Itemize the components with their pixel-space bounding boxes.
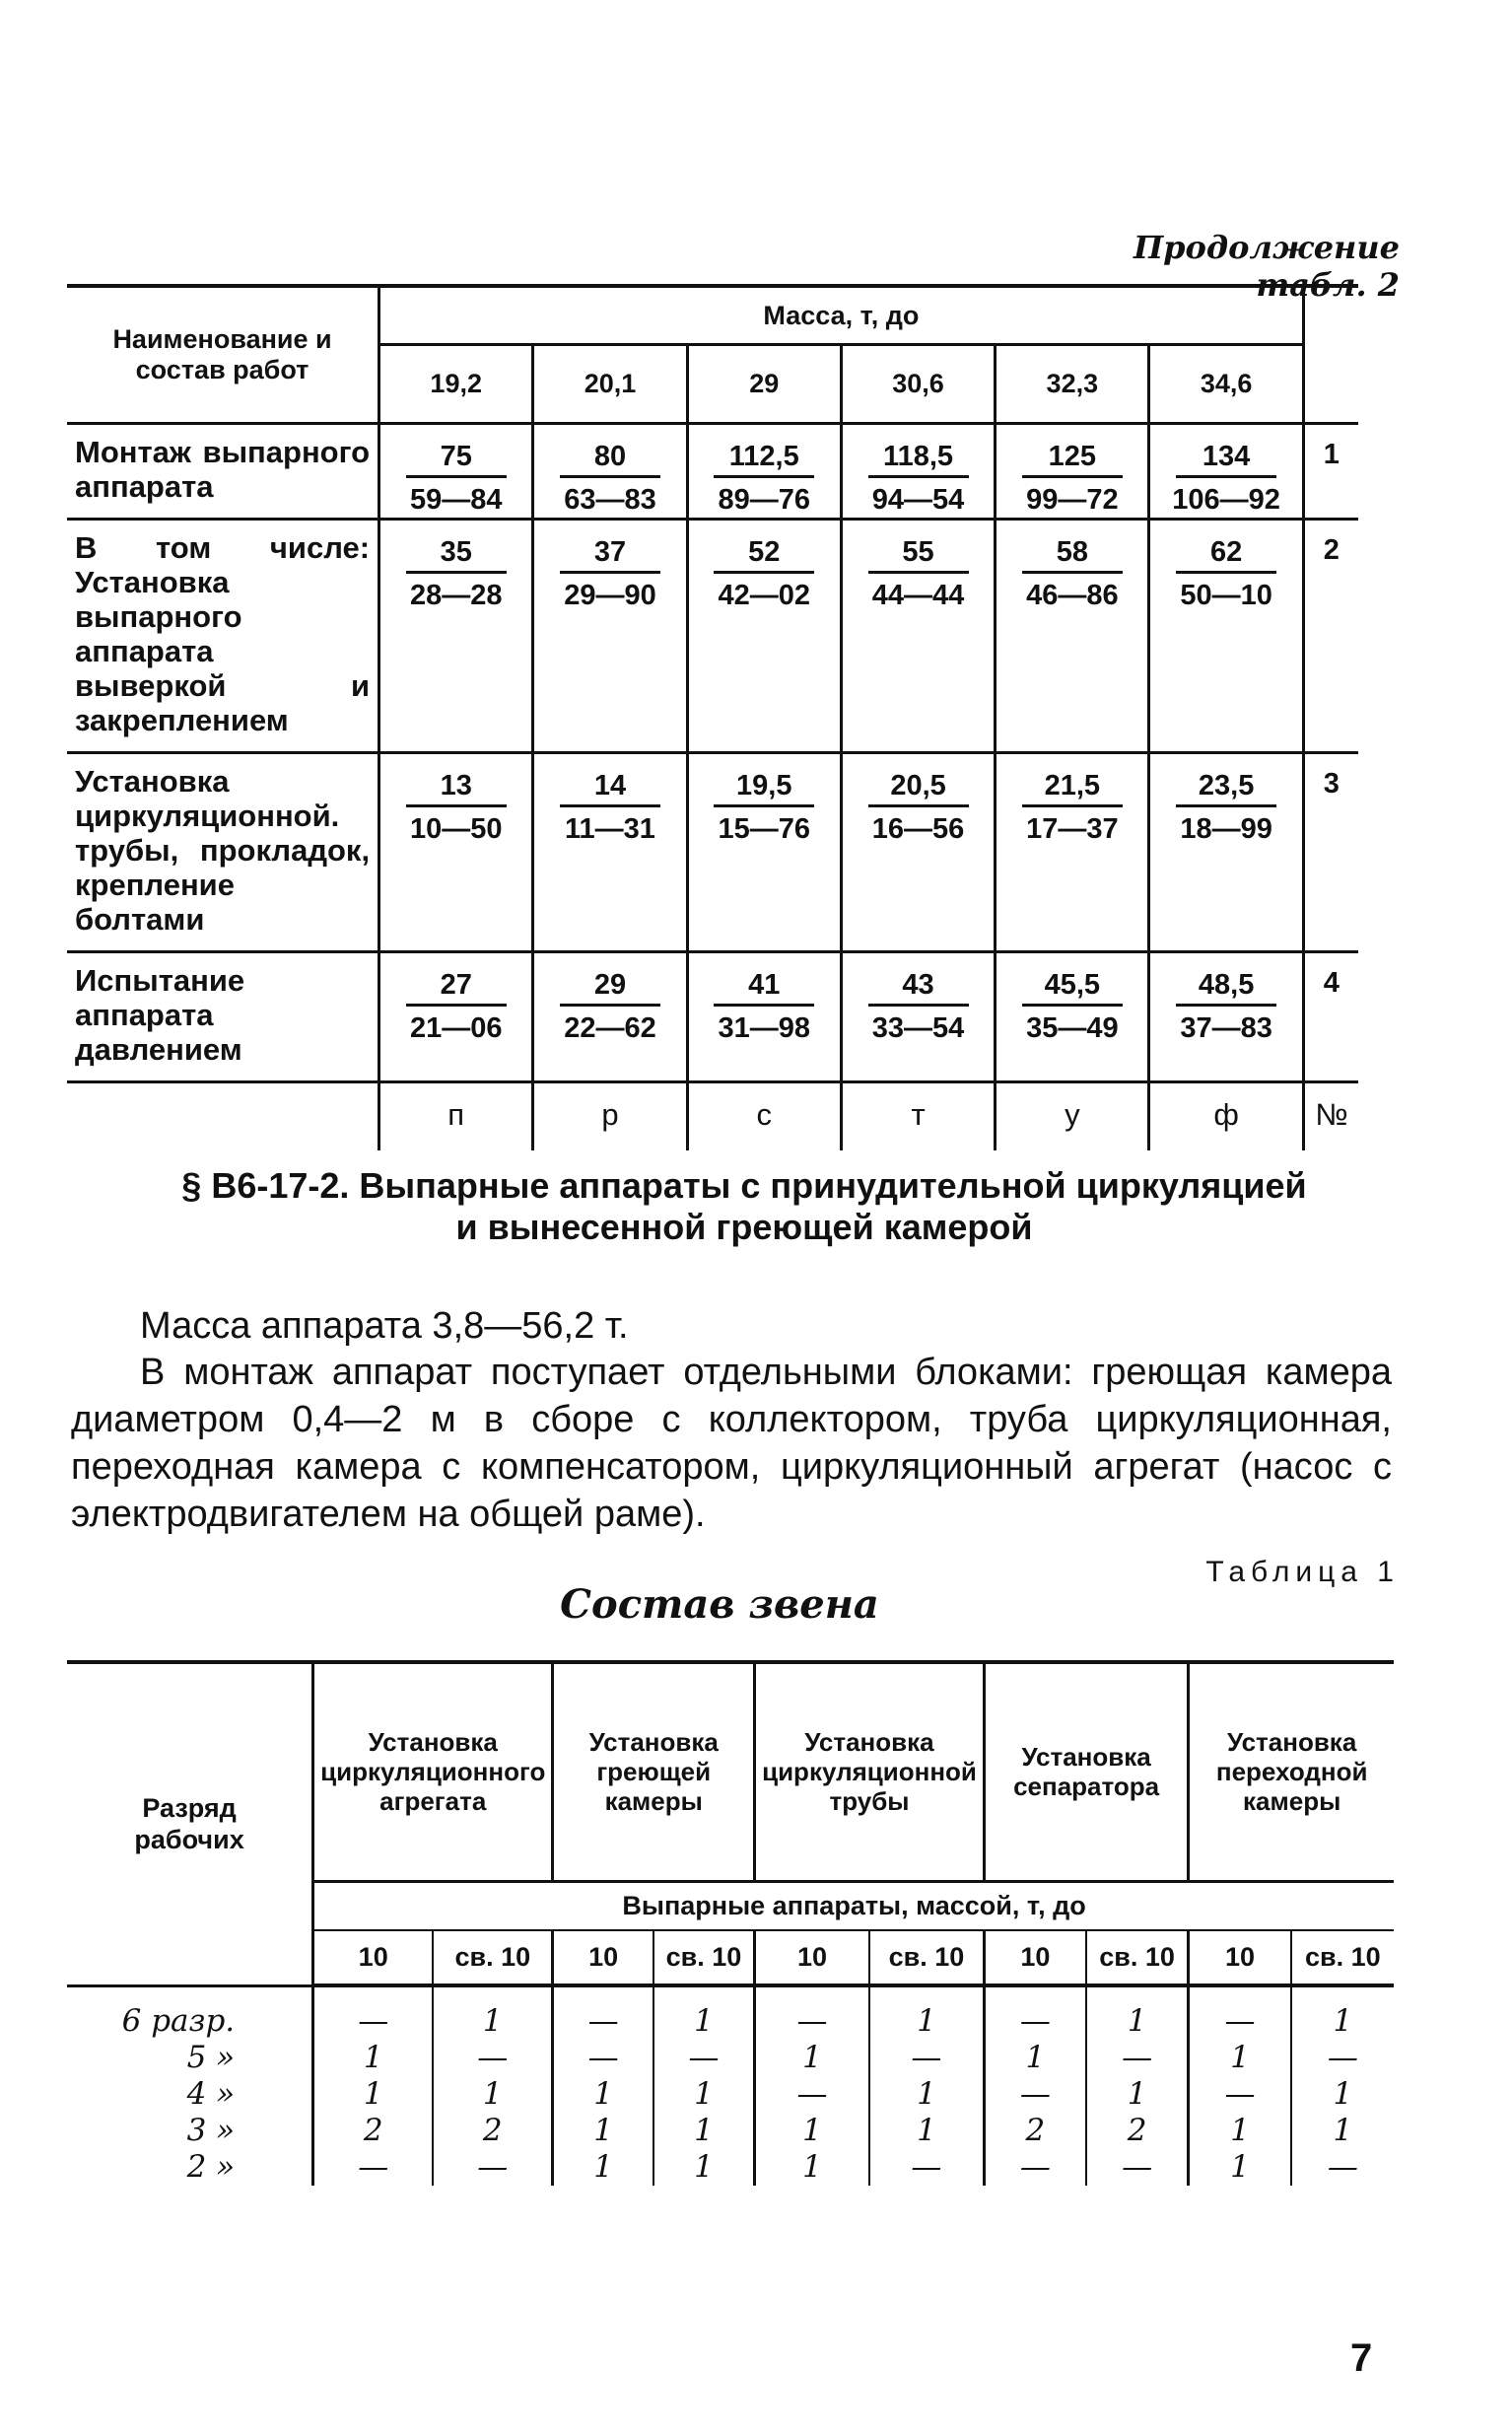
group-header: Установка переходной камеры: [1189, 1662, 1394, 1881]
rate-cell: [533, 952, 687, 1082]
crew-count: 2: [1086, 2113, 1189, 2149]
crew-count: —: [869, 2149, 984, 2186]
price: 17—37: [1026, 813, 1119, 845]
crew-count: 1: [553, 2113, 653, 2149]
letters-row: [67, 1082, 1358, 1151]
crew-count: 1: [1189, 2149, 1291, 2186]
norm-time: 21,5: [1022, 770, 1123, 807]
norm-time: 20,5: [868, 770, 969, 807]
norm-time: 62: [1176, 536, 1276, 574]
crew-count: 1: [755, 2149, 869, 2186]
crew-count: 1: [1189, 2040, 1291, 2076]
rate-cell: [996, 753, 1149, 952]
rate-cell: [841, 424, 995, 520]
crew-count: 1: [313, 2076, 434, 2113]
price: 10—50: [409, 813, 503, 845]
sub-header-10: 10: [553, 1930, 653, 1985]
sub-header-10: 10: [755, 1930, 869, 1985]
rate-cell: [533, 520, 687, 753]
crew-count: 1: [755, 2113, 869, 2149]
rate-cell: [841, 952, 995, 1082]
price: 11—31: [565, 813, 655, 845]
price: 42—02: [718, 580, 811, 611]
crew-count: —: [755, 2076, 869, 2113]
rate-cell: [687, 952, 841, 1082]
crew-count: 1: [553, 2076, 653, 2113]
row-number: 1: [1303, 424, 1358, 520]
crew-count: —: [984, 1985, 1085, 2040]
crew-count: 1: [653, 2113, 755, 2149]
rate-cell: [379, 753, 533, 952]
rate-cell: [841, 520, 995, 753]
price: 99—72: [1026, 484, 1119, 516]
sub-header-10: 10: [1189, 1930, 1291, 1985]
norm-time: 37: [560, 536, 660, 574]
crew-count: —: [653, 2040, 755, 2076]
rate-cell: [996, 952, 1149, 1082]
sub-header-over-10: св. 10: [1086, 1930, 1189, 1985]
norm-time: 125: [1022, 441, 1123, 478]
crew-count: —: [869, 2040, 984, 2076]
section-heading-line1: § В6-17-2. Выпарные аппараты с принудительной циркуляцией: [181, 1165, 1307, 1206]
header-name: Наименование и состав работ: [112, 324, 332, 384]
header-name-cell: [67, 286, 379, 424]
table-row: [67, 2113, 1394, 2149]
sub-header-over-10: св. 10: [1291, 1930, 1394, 1985]
price: 89—76: [718, 484, 811, 516]
column-letter: с: [687, 1082, 841, 1151]
price: 29—90: [564, 580, 656, 611]
sub-header-over-10: св. 10: [869, 1930, 984, 1985]
price: 18—99: [1180, 813, 1272, 845]
rate-cell: [841, 753, 995, 952]
crew-count: —: [553, 1985, 653, 2040]
table-2-continuation: [67, 284, 1358, 1150]
norm-time: 35: [406, 536, 507, 574]
header-no-cell: [1303, 286, 1358, 424]
section-heading-line2: и вынесенной греющей камерой: [455, 1207, 1033, 1247]
crew-count: 2: [313, 2113, 434, 2149]
section-heading: [89, 1165, 1400, 1248]
column-letter: ф: [1149, 1082, 1303, 1151]
norm-time: 27: [406, 969, 507, 1007]
norm-time: 45,5: [1022, 969, 1123, 1007]
crew-count: 1: [1333, 2076, 1353, 2112]
sub-header-10: 10: [984, 1930, 1085, 1985]
continuation-label: Продолжение табл. 2: [1133, 229, 1400, 304]
price: 22—62: [564, 1012, 656, 1044]
table-row: [67, 424, 1358, 520]
price: 63—83: [564, 484, 656, 516]
price: 15—76: [718, 813, 811, 845]
page-number: 7: [1350, 2336, 1373, 2380]
crew-count: 1: [313, 2040, 434, 2076]
sub-header-10: 10: [313, 1930, 434, 1985]
column-letter: п: [379, 1082, 533, 1151]
rate-cell: [996, 424, 1149, 520]
price: 21—06: [409, 1012, 503, 1044]
norm-time: 55: [868, 536, 969, 574]
norm-time: 13: [406, 770, 507, 807]
table-row: [67, 2149, 1394, 2186]
group-header: Установка циркуляционного агрегата: [313, 1662, 553, 1881]
mass-value: 34,6: [1149, 345, 1303, 424]
mass-value: 29: [687, 345, 841, 424]
crew-count: 1: [869, 2113, 984, 2149]
crew-count: 1: [433, 1985, 553, 2040]
table-1-crew: [67, 1660, 1394, 2186]
norm-time: 43: [868, 969, 969, 1007]
rate-cell: [687, 753, 841, 952]
table-row: [67, 520, 1358, 753]
rate-cell: [996, 520, 1149, 753]
rate-cell: [687, 520, 841, 753]
rank: 3 »: [67, 2113, 313, 2149]
row-number: 2: [1303, 520, 1358, 753]
mass-header: Выпарные аппараты, массой, т, до: [313, 1881, 1394, 1930]
crew-count: —: [1327, 2040, 1358, 2075]
rate-cell: [379, 520, 533, 753]
crew-count: 1: [553, 2149, 653, 2186]
crew-count: —: [1086, 2040, 1189, 2076]
table-row: [67, 2040, 1394, 2076]
crew-count: 1: [869, 2076, 984, 2113]
rate-cell: [379, 424, 533, 520]
crew-count: 2: [984, 2113, 1085, 2149]
crew-count: —: [1086, 2149, 1189, 2186]
price: 35—49: [1026, 1012, 1119, 1044]
table-row: [67, 952, 1358, 1082]
norm-time: 75: [406, 441, 507, 478]
norm-time: 41: [714, 969, 814, 1007]
norm-time: 23,5: [1176, 770, 1276, 807]
price: 16—56: [871, 813, 965, 845]
table-row: [67, 2076, 1394, 2113]
price: 37—83: [1180, 1012, 1272, 1044]
norm-time: 58: [1022, 536, 1123, 574]
row-number: 3: [1303, 753, 1358, 952]
header-mass: Масса, т, до: [379, 286, 1304, 345]
group-header: Установка циркуляционной трубы: [755, 1662, 985, 1881]
price: 59—84: [409, 484, 503, 516]
rate-cell: [533, 424, 687, 520]
table-row: [67, 1985, 1394, 2040]
norm-time: 48,5: [1176, 969, 1276, 1007]
norm-time: 112,5: [714, 441, 814, 478]
crew-count: 1: [1086, 1985, 1189, 2040]
crew-count: 1: [1086, 2076, 1189, 2113]
column-letter: т: [841, 1082, 995, 1151]
price: 28—28: [409, 580, 503, 611]
crew-count: —: [755, 1985, 869, 2040]
rate-cell: [1149, 952, 1303, 1082]
price: 44—44: [871, 580, 965, 611]
crew-count: —: [984, 2149, 1085, 2186]
norm-time: 118,5: [868, 441, 969, 478]
mass-value: 32,3: [996, 345, 1149, 424]
crew-count: 1: [433, 2076, 553, 2113]
crew-count: 1: [1333, 2113, 1353, 2148]
crew-count: —: [313, 1985, 434, 2040]
work-name: Монтаж выпарного аппарата: [67, 424, 379, 520]
no-label: №: [1315, 1097, 1348, 1132]
crew-count: 1: [1189, 2113, 1291, 2149]
norm-time: 134: [1176, 441, 1276, 478]
crew-count: —: [433, 2040, 553, 2076]
crew-count: —: [1327, 2149, 1358, 2185]
price: 33—54: [871, 1012, 965, 1044]
rank: 4 »: [67, 2076, 313, 2113]
rank: 6 разр.: [67, 1985, 313, 2040]
rank: 2 »: [67, 2149, 313, 2186]
rate-cell: [1149, 520, 1303, 753]
norm-time: 19,5: [714, 770, 814, 807]
crew-count: —: [984, 2076, 1085, 2113]
crew-count: —: [1189, 2076, 1291, 2113]
mass-value: 19,2: [379, 345, 533, 424]
table-1-label: Таблица 1: [1205, 1556, 1400, 1588]
rate-cell: [687, 424, 841, 520]
crew-count: 1: [869, 1985, 984, 2040]
crew-count: 1: [653, 2149, 755, 2186]
para-delivery: В монтаж аппарат поступает отдельными блоками: греющая камера диаметром 0,4—2 м в сборе с коллектором, труба циркуляционная, переходная камера с компенсатором, циркуляционный агрегат (насос с электродвигателем на общей раме).: [71, 1352, 1392, 1535]
norm-time: 14: [560, 770, 660, 807]
column-letter: у: [996, 1082, 1149, 1151]
rate-cell: [533, 753, 687, 952]
crew-count: —: [313, 2149, 434, 2186]
header-rank: Разряд рабочих: [134, 1793, 244, 1855]
sub-header-over-10: св. 10: [653, 1930, 755, 1985]
price: 31—98: [718, 1012, 811, 1044]
mass-value: 20,1: [533, 345, 687, 424]
sub-header-over-10: св. 10: [433, 1930, 553, 1985]
crew-count: —: [433, 2149, 553, 2186]
norm-time: 29: [560, 969, 660, 1007]
rate-cell: [1149, 424, 1303, 520]
norm-time: 80: [560, 441, 660, 478]
row-number: 4: [1303, 952, 1358, 1082]
crew-count: —: [553, 2040, 653, 2076]
mass-value: 30,6: [841, 345, 995, 424]
norm-time: 52: [714, 536, 814, 574]
group-header: Установка сепаратора: [984, 1662, 1188, 1881]
para-mass: Масса аппарата 3,8—56,2 т.: [140, 1305, 629, 1347]
crew-count: 1: [984, 2040, 1085, 2076]
rate-cell: [1149, 753, 1303, 952]
price: 50—10: [1180, 580, 1272, 611]
price: 94—54: [871, 484, 965, 516]
table-row: [67, 753, 1358, 952]
crew-count: 2: [433, 2113, 553, 2149]
column-letter: р: [533, 1082, 687, 1151]
work-name: В том числе: Установка выпарного аппарата выверкой и закреплением: [67, 520, 379, 753]
table-1-title: Состав звена: [560, 1581, 879, 1628]
crew-count: —: [1189, 1985, 1291, 2040]
crew-count: 1: [653, 2076, 755, 2113]
crew-count: 1: [755, 2040, 869, 2076]
rank: 5 »: [67, 2040, 313, 2076]
rate-cell: [379, 952, 533, 1082]
work-name: Испытание аппарата давлением: [67, 952, 379, 1082]
price: 46—86: [1026, 580, 1119, 611]
letters-empty: [67, 1082, 379, 1151]
price: 106—92: [1172, 484, 1280, 516]
crew-count: 1: [653, 1985, 755, 2040]
work-name: Установка циркуляционной. трубы, прокладок, крепление болтами: [67, 753, 379, 952]
header-rank-cell: [67, 1662, 313, 1985]
group-header: Установка греющей камеры: [553, 1662, 755, 1881]
crew-count: 1: [1333, 2003, 1353, 2039]
